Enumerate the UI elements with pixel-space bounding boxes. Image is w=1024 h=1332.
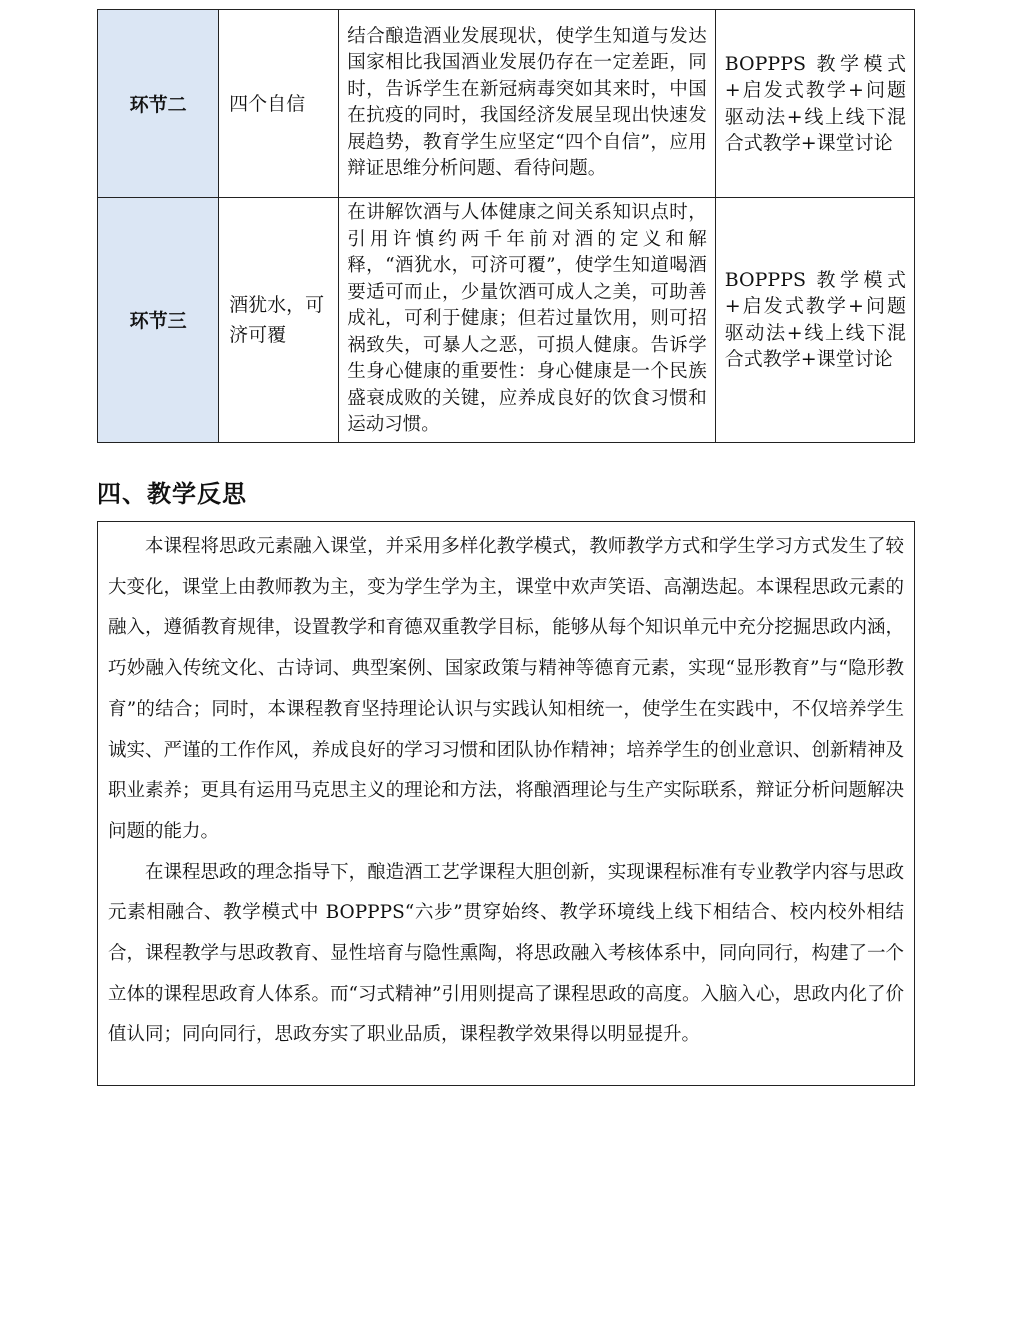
step-cell: 环节二 xyxy=(98,10,219,198)
step-cell: 环节三 xyxy=(98,198,219,443)
topic-cell: 四个自信 xyxy=(219,10,339,198)
method-cell: BOPPPS 教学模式+启发式教学+问题驱动法+线上线下混合式教学+课堂讨论 xyxy=(715,198,914,443)
reflection-paragraph: 本课程将思政元素融入课堂，并采用多样化教学模式，教师教学方式和学生学习方式发生了较大变化，课堂上由教师教为主，变为学生学为主，课堂中欢声笑语、高潮迭起。本课程思政元素的融入，遵循教育规律，设置教学和育德双重教学目标，能够从每个知识单元中充分挖掘思政内涵，巧妙融入传统文化、古诗词、典型案例、国家政策与精神等德育元素，实现“显形教育”与“隐形教育”的结合；同时，本课程教育坚持理论认识与实践认知相统一，使学生在实践中，不仅培养学生诚实、严谨的工作作风，养成良好的学习习惯和团队协作精神；培养学生的创业意识、创新精神及职业素养；更具有运用马克思主义的理论和方法，将酿酒理论与生产实际联系，辩证分析问题解决问题的能力。 xyxy=(108,536,904,842)
topic-cell: 酒犹水，可济可覆 xyxy=(219,198,339,443)
section-heading: 四、教学反思 xyxy=(97,480,247,508)
reflection-box xyxy=(97,521,915,1086)
method-cell: BOPPPS 教学模式+启发式教学+问题驱动法+线上线下混合式教学+课堂讨论 xyxy=(715,10,914,198)
table-row xyxy=(98,10,915,198)
content-cell: 结合酿造酒业发展现状，使学生知道与发达国家相比我国酒业发展仍存在一定差距，同时，告诉学生在新冠病毒突如其来时，中国在抗疫的同时，我国经济发展呈现出快速发展趋势，教育学生应坚定“四个自信”，应用辩证思维分析问题、看待问题。 xyxy=(339,10,715,198)
lesson-steps-table xyxy=(97,9,915,443)
content-cell: 在讲解饮酒与人体健康之间关系知识点时，引用许慎约两千年前对酒的定义和解释，“酒犹水，可济可覆”，使学生知道喝酒要适可而止，少量饮酒可成人之美，可助善成礼，可利于健康；但若过量饮用，则可招祸致失，可暴人之恶，可损人健康。告诉学生身心健康的重要性：身心健康是一个民族盛衰成败的关键，应养成良好的饮食习惯和运动习惯。 xyxy=(339,198,715,443)
reflection-paragraph: 在课程思政的理念指导下，酿造酒工艺学课程大胆创新，实现课程标准有专业教学内容与思政元素相融合、教学模式中 BOPPPS“六步”贯穿始终、教学环境线上线下相结合、校内校外相结合，课程教学与思政教育、显性培育与隐性熏陶，将思政融入考核体系中，同向同行，构建了一个立体的课程思政育人体系。而“习式精神”引用则提高了课程思政的高度。入脑入心，思政内化了价值认同；同向同行，思政夯实了职业品质，课程教学效果得以明显提升。 xyxy=(108,861,904,1046)
table-row xyxy=(98,198,915,443)
